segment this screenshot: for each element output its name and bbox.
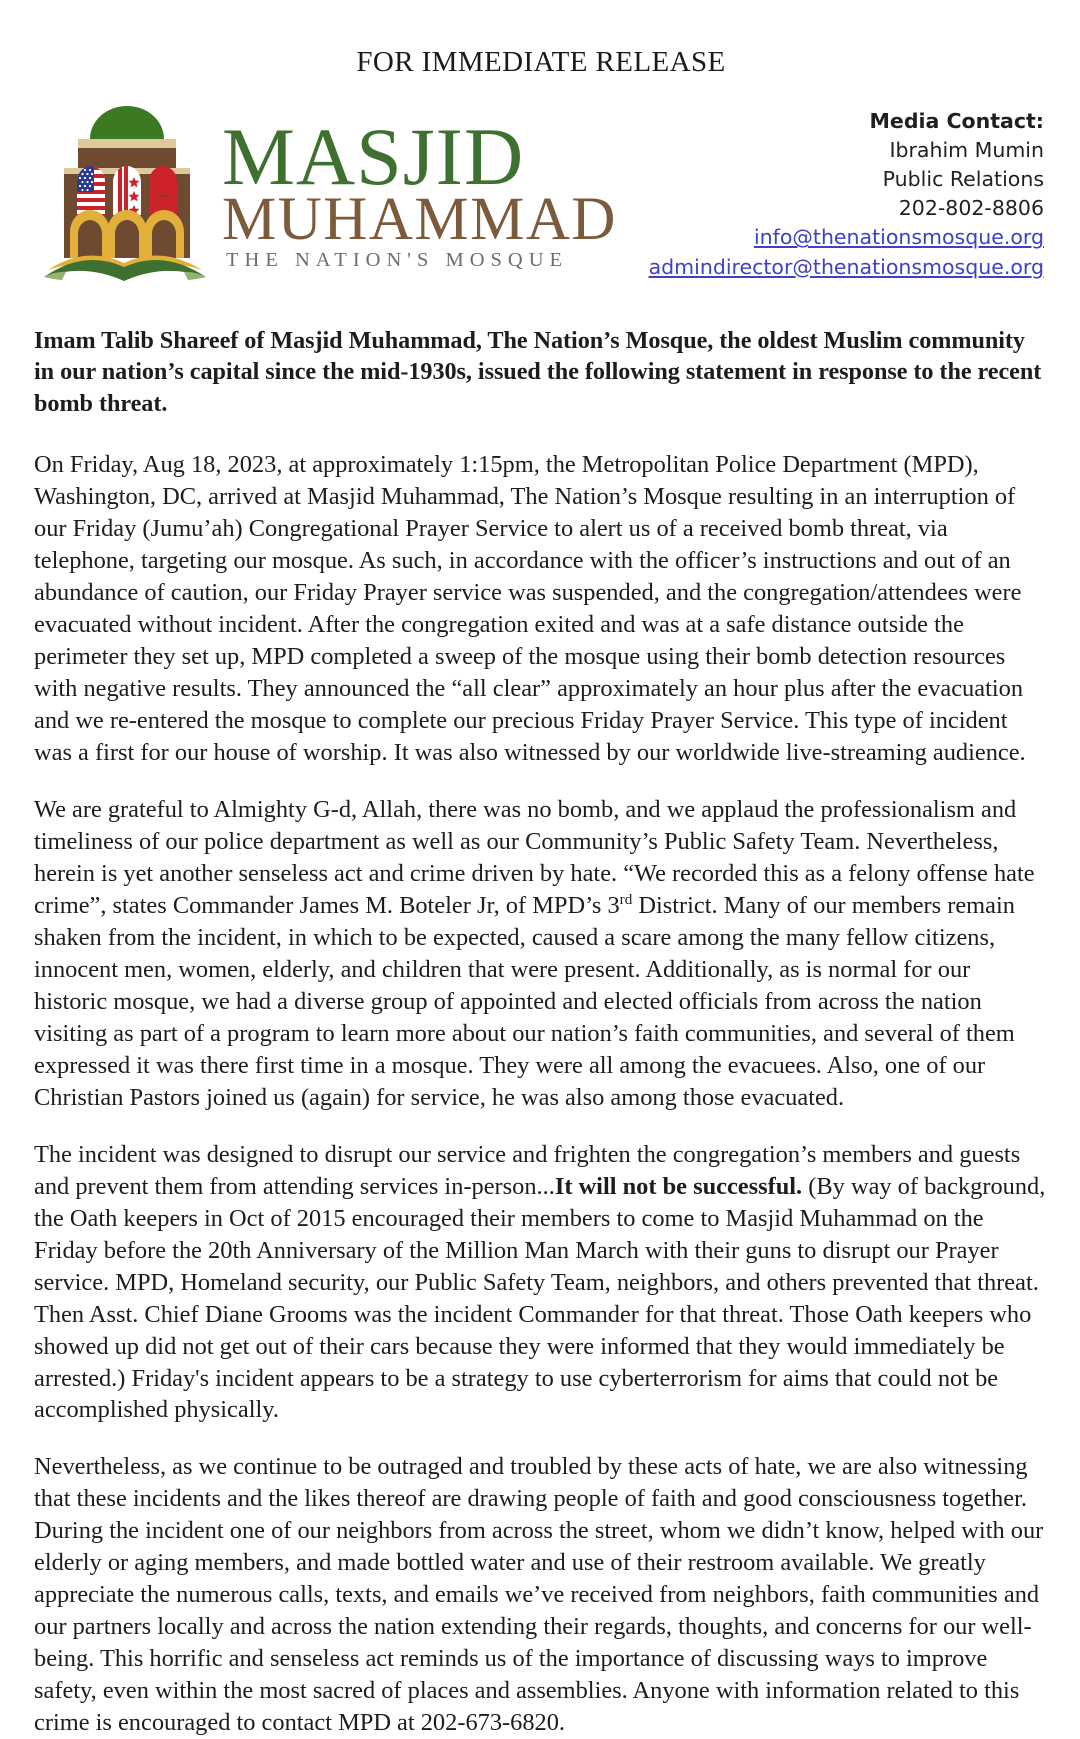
wordmark-masjid: MASJID xyxy=(222,110,525,202)
media-contact-block xyxy=(649,107,1052,282)
email-link-admindirector[interactable]: admindirector@thenationsmosque.org xyxy=(648,254,1044,279)
wordmark-muhammad: MUHAMMAD xyxy=(222,185,617,253)
paragraph-2-part-a: We are grateful to Almighty G-d, Allah, there was no bomb, and we applaud the professionalism and timeliness of our police department as well as our Community’s Public Safety Team. Nevertheless, herein is yet another senseless act and crime driven by hate. “We recorded this as a felony offense hate crime”, states Commander James M. Boteler Jr, of MPD’s 3 xyxy=(34,796,1035,919)
paragraph-3-part-b: (By way of background, the Oath keepers in Oct of 2015 encouraged their members to come to Masjid Muhammad on the Friday before the 20th Anniversary of the Million Man March with their guns to disrupt our Prayer service. MPD, Homeland security, our Public Safety Team, neighbors, and others prevented that threat. Then Asst. Chief Diane Grooms was the incident Commander for that threat. Those Oath keepers who showed up did not get out of their cars because they were informed that they would immediately be arrested.) Friday's incident appears to be a strategy to use cyberterrorism for aims that could not be accomplished physically. xyxy=(34,1172,1046,1424)
paragraph-2-part-b: District. Many of our members remain shaken from the incident, in which to be expected, caused a scare among the many fellow citizens, innocent men, women, elderly, and children that were present. Additionally, as is normal for our historic mosque, we had a diverse group of appointed and elected officials from across the nation visiting as part of a program to learn more about our nation’s faith communities, and several of them expressed it was there first time in a mosque. They were all among the evacuees. Also, one of our Christian Pastors joined us (again) for service, he was also among those evacuated. xyxy=(34,891,1015,1111)
media-contact-phone: 202-802-8806 xyxy=(898,196,1044,221)
paragraph-4: Nevertheless, as we continue to be outraged and troubled by these acts of hate, we are also witnessing that these incidents and the likes thereof are drawing people of faith and good consciousness together. During the incident one of our neighbors from across the street, whom we didn’t know, helped with our elderly or aging members, and made bottled water and use of their restroom available. We greatly appreciate the numerous calls, texts, and emails we’ve received from neighbors, faith communities and our partners locally and across the nation extending their regards, thoughts, and concerns for our well-being. This horrific and senseless act reminds us of the importance of discussing ways to improve safety, even within the most sacred of places and assemblies. Anyone with information related to this crime is encouraged to contact MPD at 202-673-6820. xyxy=(34,1453,1044,1737)
mosque-emblem-icon xyxy=(34,97,216,287)
media-contact-role: Public Relations xyxy=(882,167,1044,192)
paragraph-1: On Friday, Aug 18, 2023, at approximately 1:15pm, the Metropolitan Police Department (MPD), Washington, DC, arrived at Masjid Muhammad, The Nation’s Mosque resulting in an interruption of our Friday (Jumu’ah) Congregational Prayer Service to alert us of a received bomb threat, via telephone, targeting our mosque. As such, in accordance with the officer’s instructions and out of an abundance of caution, our Friday Prayer service was suspended, and the congregation/attendees were evacuated without incident. After the congregation exited and was at a safe distance outside the perimeter they set up, MPD completed a sweep of the mosque using their bomb detection resources with negative results. They announced the “all clear” approximately an hour plus after the evacuation and we re-entered the mosque to complete our precious Friday Prayer Service. This type of incident was a first for our house of worship. It was also witnessed by our worldwide live-streaming audience. xyxy=(34,451,1026,767)
organization-logo xyxy=(34,97,617,287)
wordmark-tagline: THE NATION'S MOSQUE xyxy=(226,248,569,271)
paragraph-3 xyxy=(34,1139,1046,1427)
ordinal-suffix: rd xyxy=(619,891,633,908)
paragraph-3-part-a: The incident was designed to disrupt our service and frighten the congregation’s members and guests and prevent them from attending services in-person... xyxy=(34,1140,1021,1200)
page-title: FOR IMMEDIATE RELEASE xyxy=(356,46,726,78)
paragraph-2 xyxy=(34,794,1046,1114)
paragraph-3-emphasis: It will not be successful. xyxy=(554,1172,803,1200)
statement-body xyxy=(30,325,1052,1739)
letterhead xyxy=(30,97,1052,287)
wordmark xyxy=(222,110,617,271)
lead-paragraph: Imam Talib Shareef of Masjid Muhammad, The Nation’s Mosque, the oldest Muslim community in our nation’s capital since the mid-1930s, issued the following statement in response to the recent bomb threat. xyxy=(34,327,1042,417)
media-contact-title: Media Contact: xyxy=(869,109,1044,133)
media-contact-name: Ibrahim Mumin xyxy=(889,138,1044,163)
email-link-info[interactable]: info@thenationsmosque.org xyxy=(753,225,1044,250)
